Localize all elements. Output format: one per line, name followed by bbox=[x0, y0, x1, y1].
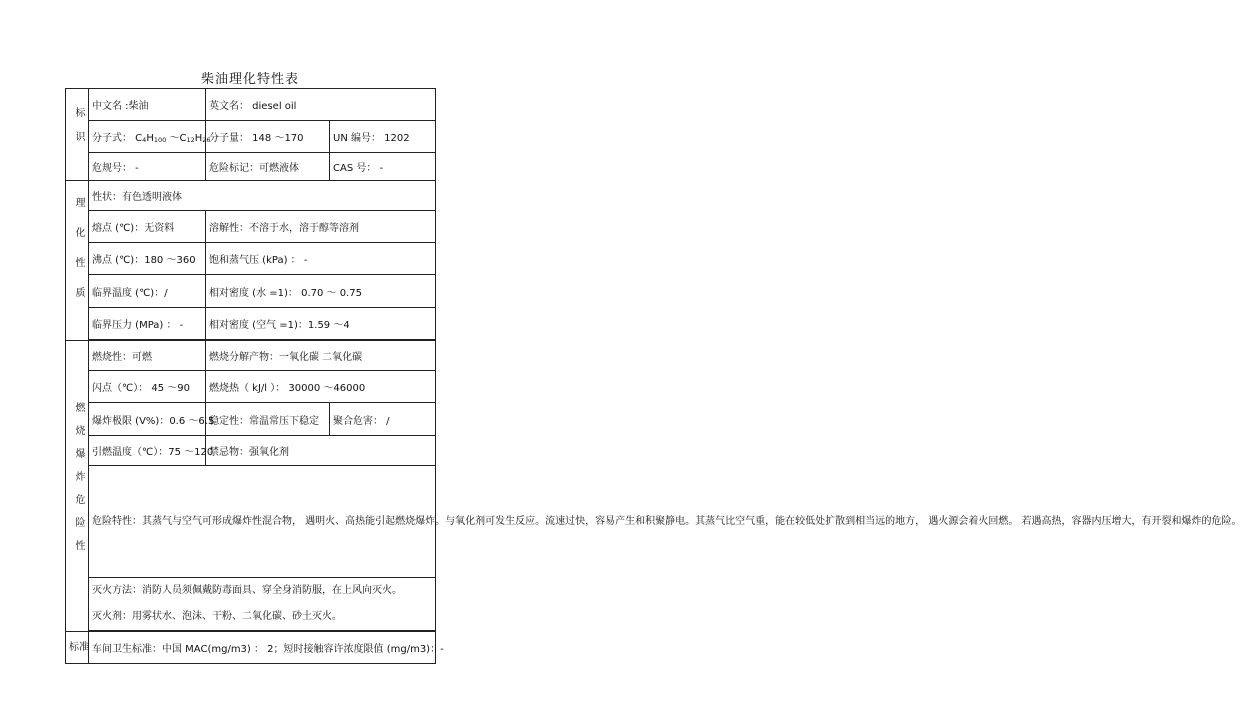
melting-point-cell: 熔点 (℃)：无资料 bbox=[89, 211, 206, 243]
vapor-pressure-cell: 饱和蒸气压 (kPa) ： - bbox=[206, 243, 436, 275]
extinguishing-agent-cell: 灭火剂：用雾状水、泡沫、干粉、二氧化碳、砂土灭火。 bbox=[89, 604, 436, 631]
fire-method-cell: 灭火方法：消防人员须佩戴防毒面具、穿全身消防服，在上风向灭火。 bbox=[89, 578, 436, 605]
hazard-no-cell: 危规号： - bbox=[89, 153, 206, 181]
formula-cell: 分子式： $C_4H_{100}$ $\sim C_{12}H_{26}$ bbox=[89, 121, 206, 153]
stability-cell: 稳定性：常温常压下稳定 bbox=[206, 403, 330, 436]
section-physchem-label: 理化性质 bbox=[73, 197, 84, 317]
section-physchem bbox=[66, 181, 89, 341]
polymerization-cell: 聚合危害： / bbox=[330, 403, 436, 436]
prohibited-cell: 禁忌物：强氧化剂 bbox=[206, 436, 436, 466]
boiling-point-cell: 沸点 (℃)：180 ～360 bbox=[89, 243, 206, 275]
un-number-cell: UN 编号： 1202 bbox=[330, 121, 436, 153]
decomposition-cell: 燃烧分解产物：一氧化碳 二氧化碳 bbox=[206, 341, 436, 371]
rel-density-water-cell: 相对密度 (水 =1)： 0.70 ～ 0.75 bbox=[206, 275, 436, 308]
cas-no-cell: CAS 号： - bbox=[330, 153, 436, 181]
ignition-temp-cell: 引燃温度（℃）：75 ～120 bbox=[89, 436, 206, 466]
combustion-heat-cell: 燃烧热（ kJ/l ）： 30000 ～46000 bbox=[206, 371, 436, 403]
solubility-cell: 溶解性：不溶于水，溶于醇等溶剂 bbox=[206, 211, 436, 243]
section-standard bbox=[66, 632, 89, 664]
en-name-cell: 英文名： diesel oil bbox=[206, 89, 436, 121]
section-identity bbox=[66, 89, 89, 181]
hazard-mark-cell: 危险标记：可燃液体 bbox=[206, 153, 330, 181]
rel-density-air-cell: 相对密度 (空气 =1)：1.59 ～4 bbox=[206, 308, 436, 340]
workplace-standard-cell: 车间卫生标准：中国 MAC(mg/m3) ： 2；短时接触容许浓度限值 (mg/m3)：- bbox=[89, 632, 436, 664]
cn-name-cell: 中文名 :柴油 bbox=[89, 89, 206, 121]
appearance-cell: 性状：有色透明液体 bbox=[89, 181, 436, 211]
section-hazard bbox=[66, 341, 89, 632]
section-identity-label: 标识 bbox=[73, 107, 84, 155]
section-hazard-label: 燃烧爆炸危险性 bbox=[73, 402, 84, 563]
property-table bbox=[65, 88, 1242, 664]
section-standard-label: 标准 bbox=[69, 642, 89, 653]
explosion-limit-cell: 爆炸极限 (V%)：0.6 ～6.5 bbox=[89, 403, 206, 436]
critical-temp-cell: 临界温度 (℃)：/ bbox=[89, 275, 206, 308]
mol-weight-cell: 分子量： 148 ～170 bbox=[206, 121, 330, 153]
flash-point-cell: 闪点（℃）： 45 ～90 bbox=[89, 371, 206, 403]
critical-pressure-cell: 临界压力 (MPa) ： - bbox=[89, 308, 206, 340]
flammability-cell: 燃烧性：可燃 bbox=[89, 341, 206, 371]
hazard-properties-cell: 危险特性：其蒸气与空气可形成爆炸性混合物， 遇明火、高热能引起燃烧爆炸。与氧化剂可发生反应。流速过快，容易产生和积聚静电。其蒸气比空气重，能在较低处扩散到相当远的地方， 遇火源会着火回燃。 若遇高热，容器内压增大，有开裂和爆炸的危险。 bbox=[89, 466, 436, 578]
page-title: 柴油理化特性表 bbox=[200, 72, 299, 87]
